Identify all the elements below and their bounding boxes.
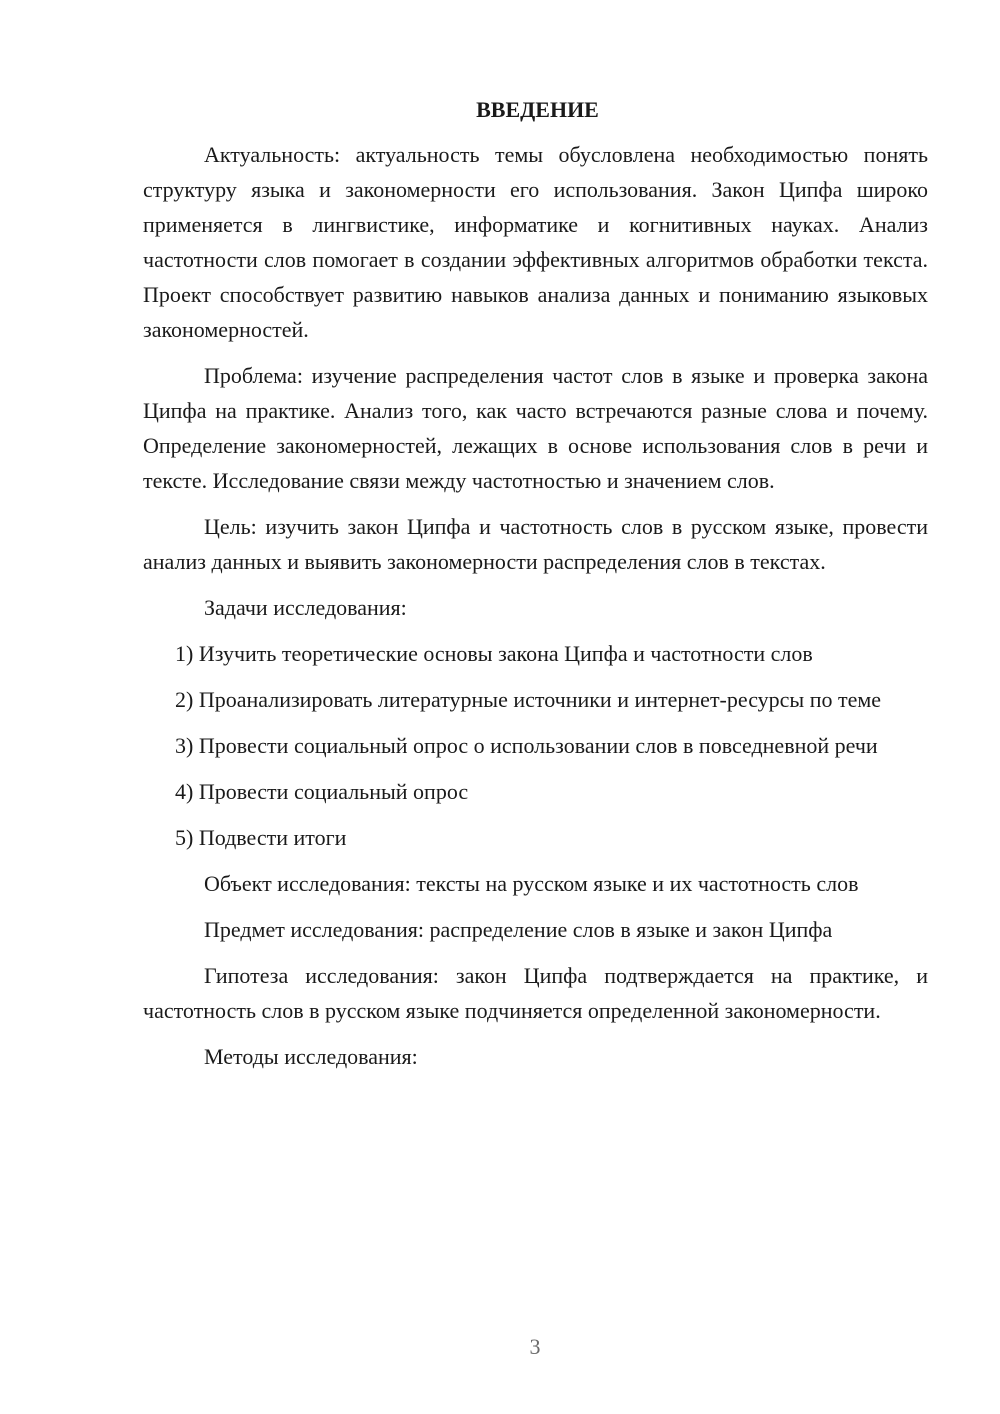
object-paragraph: Объект исследования: тексты на русском языке и их частотность слов [204,871,859,896]
page-body [143,92,928,1085]
task-item-3: 3) Провести социальный опрос о использовании слов в повседневной речи [175,733,878,758]
problem-paragraph: Проблема: изучение распределения частот слов в языке и проверка закона Ципфа на практике. Анализ того, как часто встречаются разные слова и почему. Определение закономерностей, лежащих в основе использования слов в речи и тексте. Исследование связи между частотностью и значением слов. [143,363,928,493]
goal-paragraph: Цель: изучить закон Ципфа и частотность слов в русском языке, провести анализ данных и выявить закономерности распределения слов в текстах. [143,514,928,574]
methods-heading: Методы исследования: [204,1044,418,1069]
task-item-4: 4) Провести социальный опрос [175,779,469,804]
relevance-paragraph: Актуальность: актуальность темы обусловлена необходимостью понять структуру языка и закономерности его использования. Закон Ципфа широко применяется в лингвистике, информатике и когнитивных науках. Анализ частотности слов помогает в создании эффективных алгоритмов обработки текста. Проект способствует развитию навыков анализа данных и пониманию языковых закономерностей. [143,142,928,342]
subject-paragraph: Предмет исследования: распределение слов в языке и закон Ципфа [204,917,833,942]
task-item-2: 2) Проанализировать литературные источники и интернет-ресурсы по теме [175,687,882,712]
page-number: 3 [529,1334,541,1359]
tasks-heading: Задачи исследования: [204,595,407,620]
section-title: ВВЕДЕНИЕ [476,97,599,122]
task-item-5: 5) Подвести итоги [175,825,347,850]
task-item-1: 1) Изучить теоретические основы закона Ципфа и частотности слов [175,641,813,666]
hypothesis-paragraph: Гипотеза исследования: закон Ципфа подтверждается на практике, и частотность слов в русском языке подчиняется определенной закономерности. [143,963,928,1023]
